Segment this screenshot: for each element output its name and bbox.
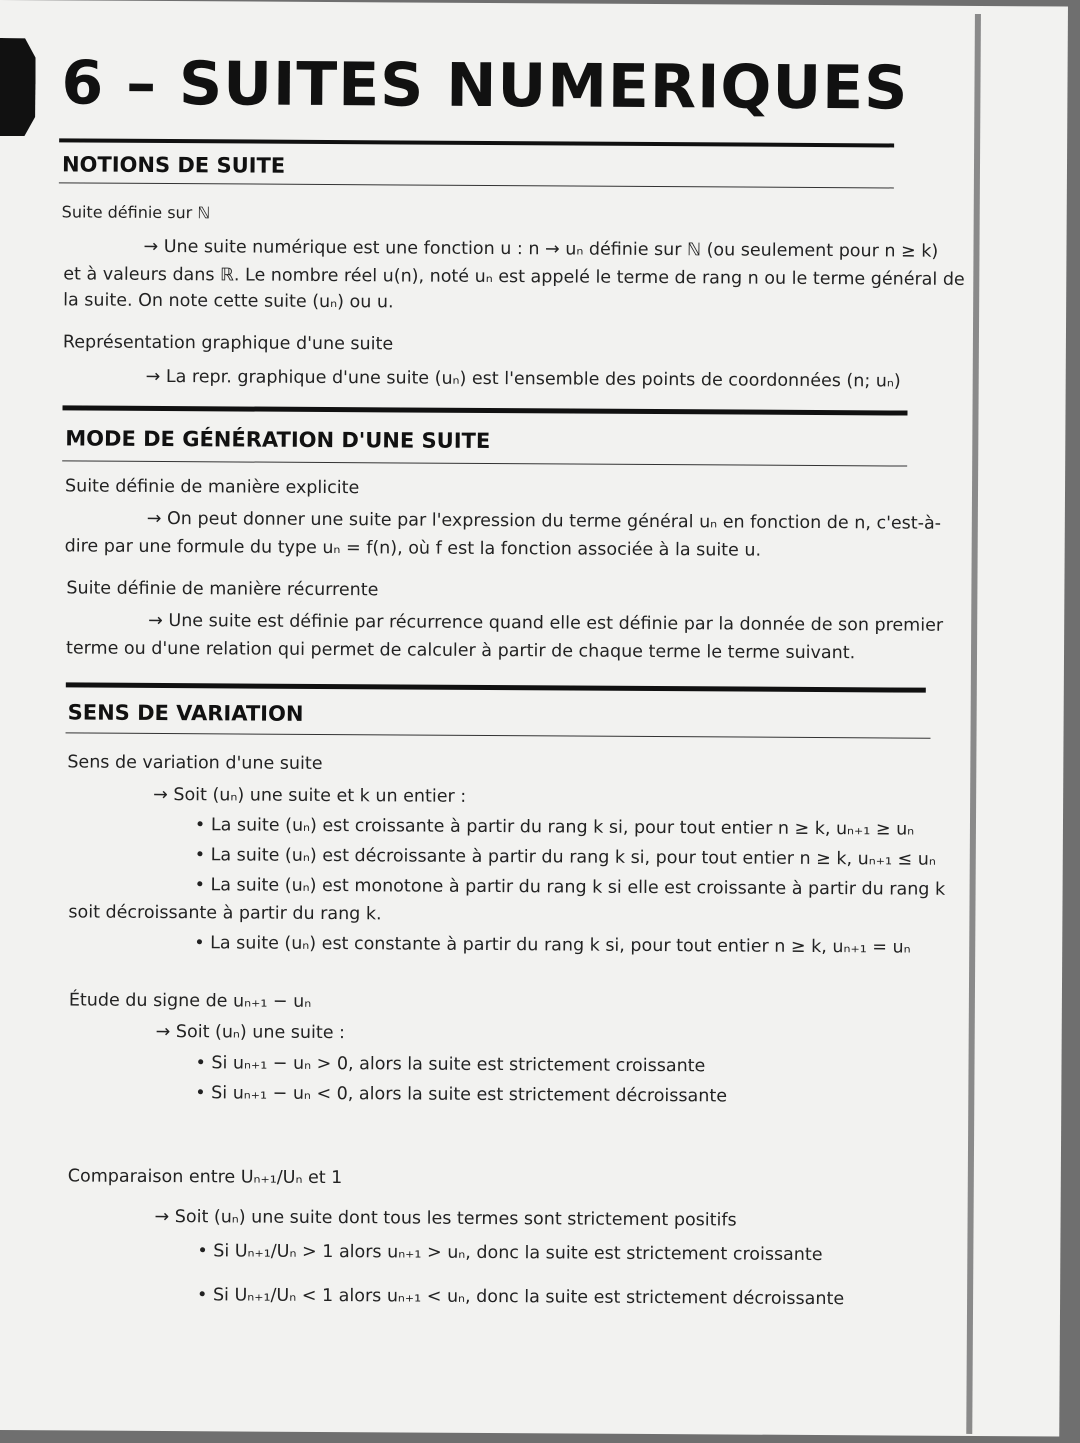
text-line: la suite. On note cette suite (uₙ) ou u. [63,290,394,313]
bullet-item: • Si uₙ₊₁ − uₙ < 0, alors la suite est strictement décroissante [195,1083,728,1107]
subheading: Étude du signe de uₙ₊₁ − uₙ [68,990,312,1012]
page-title: 6 – SUITES NUMERIQUES [61,48,909,124]
subheading: Comparaison entre Uₙ₊₁/Uₙ et 1 [67,1166,343,1189]
bullet-item: • La suite (uₙ) est croissante à partir du rang k si, pour tout entier n ≥ k, uₙ₊₁ ≥ uₙ [194,815,915,840]
text-line: → On peut donner une suite par l'expression du terme général uₙ en fonction de n, c'est-à- [146,508,942,534]
subheading: Suite définie de manière récurrente [66,578,379,601]
bullet-item: • La suite (uₙ) est constante à partir du rang k si, pour tout entier n ≥ k, uₙ₊₁ = uₙ [194,933,911,958]
text-line: dire par une formule du type uₙ = f(n), où f est la fonction associée à la suite u. [64,536,762,561]
text-line: terme ou d'une relation qui permet de calculer à partir de chaque terme le terme suivant. [65,638,856,664]
subheading: Sens de variation d'une suite [67,752,323,774]
text-line: → La repr. graphique d'une suite (uₙ) est l'ensemble des points de coordonnées (n; uₙ) [145,366,901,392]
text-line: → Soit (uₙ) une suite : [155,1021,346,1044]
section-heading-variation: SENS DE VARIATION [67,700,304,726]
bullet-item: • Si uₙ₊₁ − uₙ > 0, alors la suite est strictement croissante [195,1053,706,1077]
section-heading-notions: NOTIONS DE SUITE [61,152,286,178]
section-heading-generation: MODE DE GÉNÉRATION D'UNE SUITE [65,426,491,454]
subheading: Suite définie de manière explicite [64,476,360,499]
chapter-tab [0,38,36,136]
text-line: soit décroissante à partir du rang k. [68,902,382,925]
subheading: Représentation graphique d'une suite [62,332,394,355]
text-line: et à valeurs dans ℝ. Le nombre réel u(n), noté uₙ est appelé le terme de rang n ou le terme général de [63,264,965,290]
subheading: Suite définie sur ℕ [61,202,211,223]
bullet-item: • La suite (uₙ) est monotone à partir du rang k si elle est croissante à partir du rang k [194,875,946,900]
text-line: → Soit (uₙ) une suite et k un entier : [153,784,467,807]
text-line: → Soit (uₙ) une suite dont tous les termes sont strictement positifs [154,1206,737,1231]
bullet-item: • Si Uₙ₊₁/Uₙ < 1 alors uₙ₊₁ < uₙ, donc la suite est strictement décroissante [197,1285,845,1310]
bullet-item: • La suite (uₙ) est décroissante à partir du rang k si, pour tout entier n ≥ k, uₙ₊₁ ≤ uₙ [194,845,936,870]
bullet-item: • Si Uₙ₊₁/Uₙ > 1 alors uₙ₊₁ > uₙ, donc la suite est strictement croissante [197,1241,823,1266]
text-line: → Une suite est définie par récurrence quand elle est définie par la donnée de son premier [148,610,944,636]
text-line: → Une suite numérique est une fonction u : n → uₙ définie sur ℕ (ou seulement pour n ≥ k) [143,236,939,262]
